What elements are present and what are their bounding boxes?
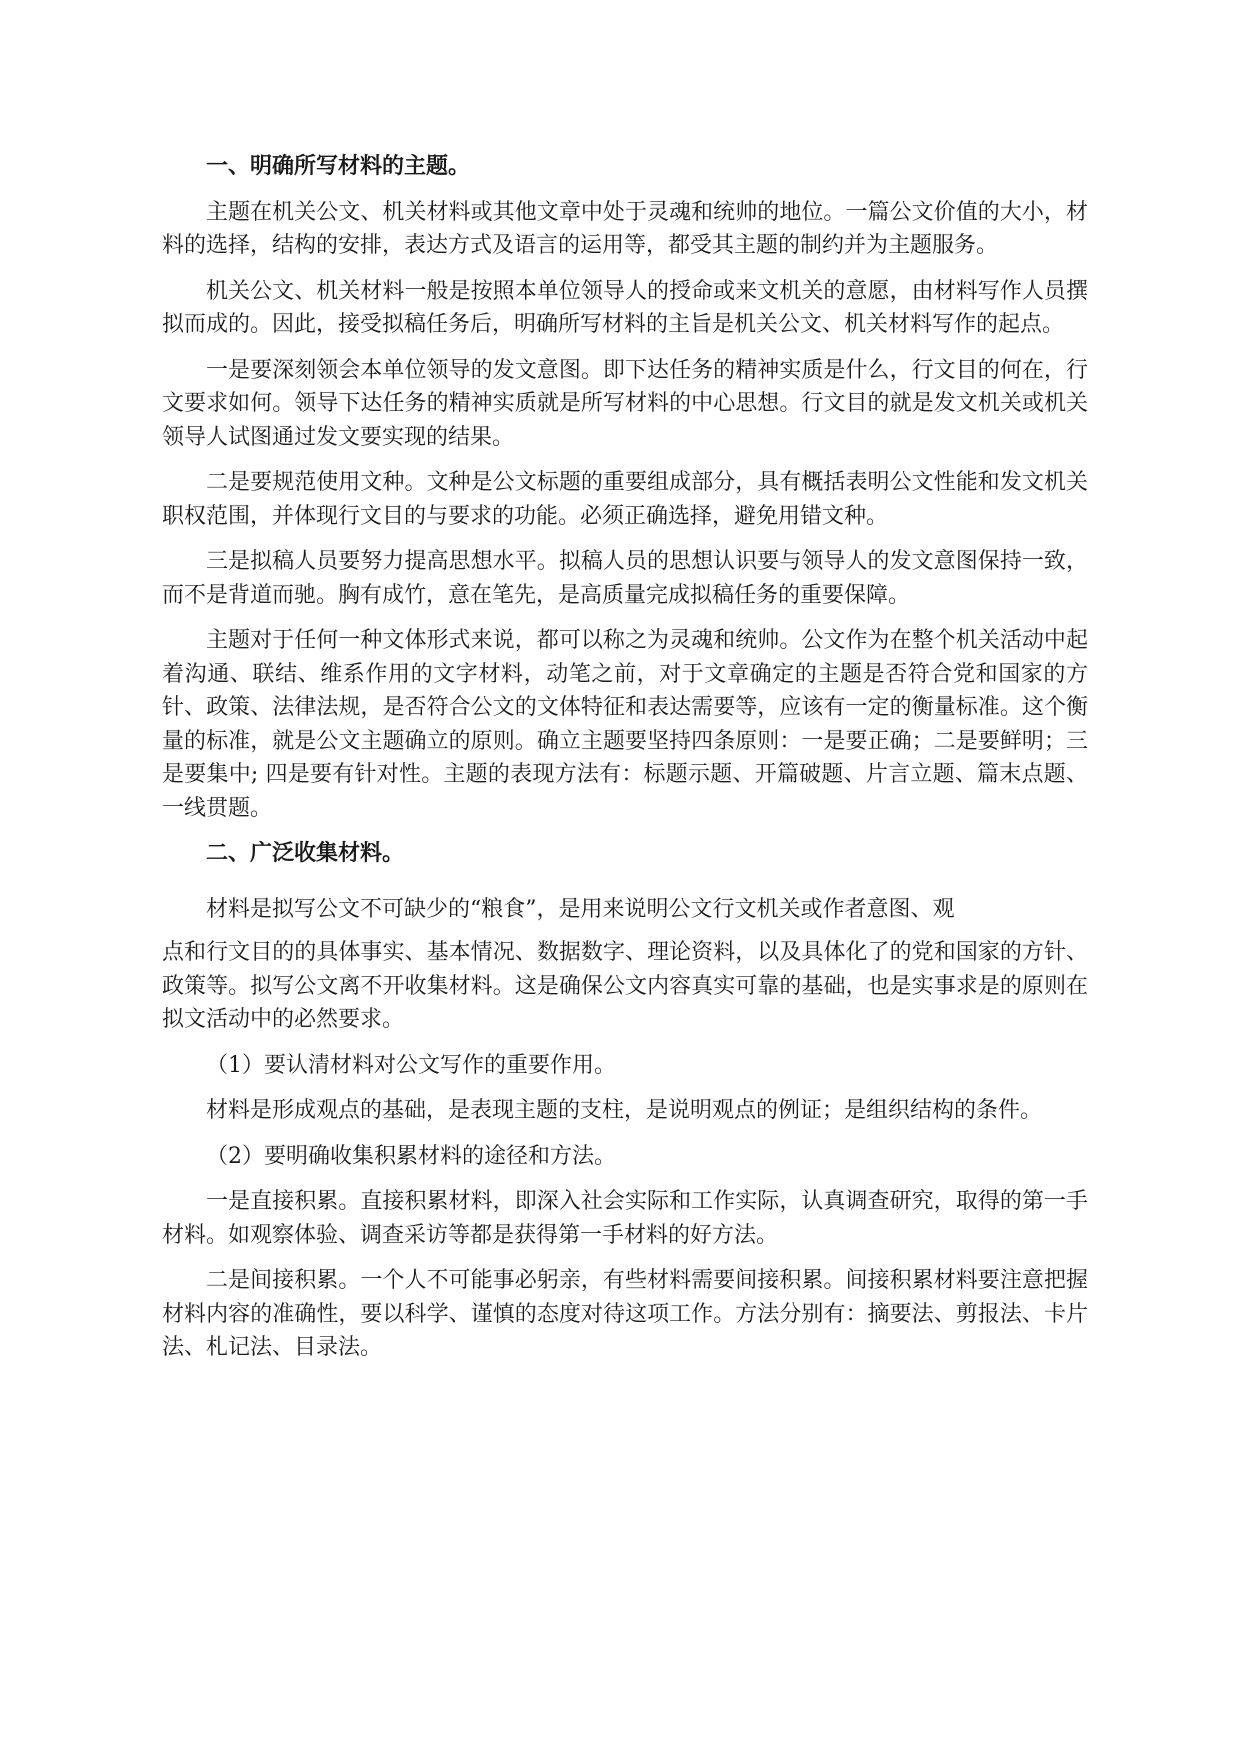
section-heading-1: 一、明确所写材料的主题。 bbox=[206, 153, 471, 179]
paragraph: 二是要规范使用文种。文种是公文标题的重要组成部分，具有概括表明公文性能和发文机关职权范围，并体现行文目的与要求的功能。必须正确选择，避免用错文种。 bbox=[162, 470, 1088, 529]
paragraph: 一是直接积累。直接积累材料，即深入社会实际和工作实际，认真调查研究，取得的第一手材料。如观察体验、调查采访等都是获得第一手材料的好方法。 bbox=[162, 1189, 1088, 1248]
paragraph: 机关公文、机关材料一般是按照本单位领导人的授命或来文机关的意愿，由材料写作人员撰拟而成的。因此，接受拟稿任务后，明确所写材料的主旨是机关公文、机关材料写作的起点。 bbox=[162, 278, 1088, 337]
document-body bbox=[162, 150, 1088, 1377]
section-heading-2: 二、广泛收集材料。 bbox=[206, 840, 405, 866]
paragraph-continuation: 点和行文目的的具体事实、基本情况、数据数字、理论资料，以及具体化了的党和国家的方针、政策等。拟写公文离不开收集材料。这是确保公文内容真实可靠的基础，也是实事求是的原则在拟文活动中的必然要求。 bbox=[162, 940, 1088, 1032]
paragraph: 二是间接积累。一个人不可能事必躬亲，有些材料需要间接积累。间接积累材料要注意把握材料内容的准确性，要以科学、谨慎的态度对待这项工作。方法分别有：摘要法、剪报法、卡片法、札记法、目录法。 bbox=[162, 1268, 1088, 1360]
paragraph: 三是拟稿人员要努力提高思想水平。拟稿人员的思想认识要与领导人的发文意图保持一致，而不是背道而驰。胸有成竹，意在笔先，是高质量完成拟稿任务的重要保障。 bbox=[162, 549, 1088, 608]
paragraph: 主题在机关公文、机关材料或其他文章中处于灵魂和统帅的地位。一篇公文价值的大小，材料的选择，结构的安排，表达方式及语言的运用等，都受其主题的制约并为主题服务。 bbox=[162, 199, 1088, 258]
paragraph: 材料是形成观点的基础，是表现主题的支柱，是说明观点的例证；是组织结构的条件。 bbox=[206, 1098, 1043, 1123]
subheading-1: （1）要认清材料对公文写作的重要作用。 bbox=[206, 1052, 616, 1078]
subheading-2: （2）要明确收集积累材料的途径和方法。 bbox=[206, 1143, 616, 1169]
paragraph: 主题对于任何一种文体形式来说，都可以称之为灵魂和统帅。公文作为在整个机关活动中起着沟通、联结、维系作用的文字材料，动笔之前，对于文章确定的主题是否符合党和国家的方针、政策、法律法规，是否符合公文的文体特征和表达需要等，应该有一定的衡量标准。这个衡量的标准，就是公文主题确立的原则。确立主题要坚持四条原则：一是要正确；二是要鲜明；三是要集中; 四是要有针对性。主题的表现方法有：标题示题、开篇破题、片言立题、篇末点题、一线贯题。 bbox=[162, 628, 1088, 821]
paragraph: 一是要深刻领会本单位领导的发文意图。即下达任务的精神实质是什么，行文目的何在，行文要求如何。领导下达任务的精神实质就是所写材料的中心思想。行文目的就是发文机关或机关领导人试图通过发文要实现的结果。 bbox=[162, 357, 1088, 450]
paragraph-first-line: 材料是拟写公文不可缺少的“粮食”，是用来说明公文行文机关或作者意图、观 bbox=[206, 896, 955, 922]
